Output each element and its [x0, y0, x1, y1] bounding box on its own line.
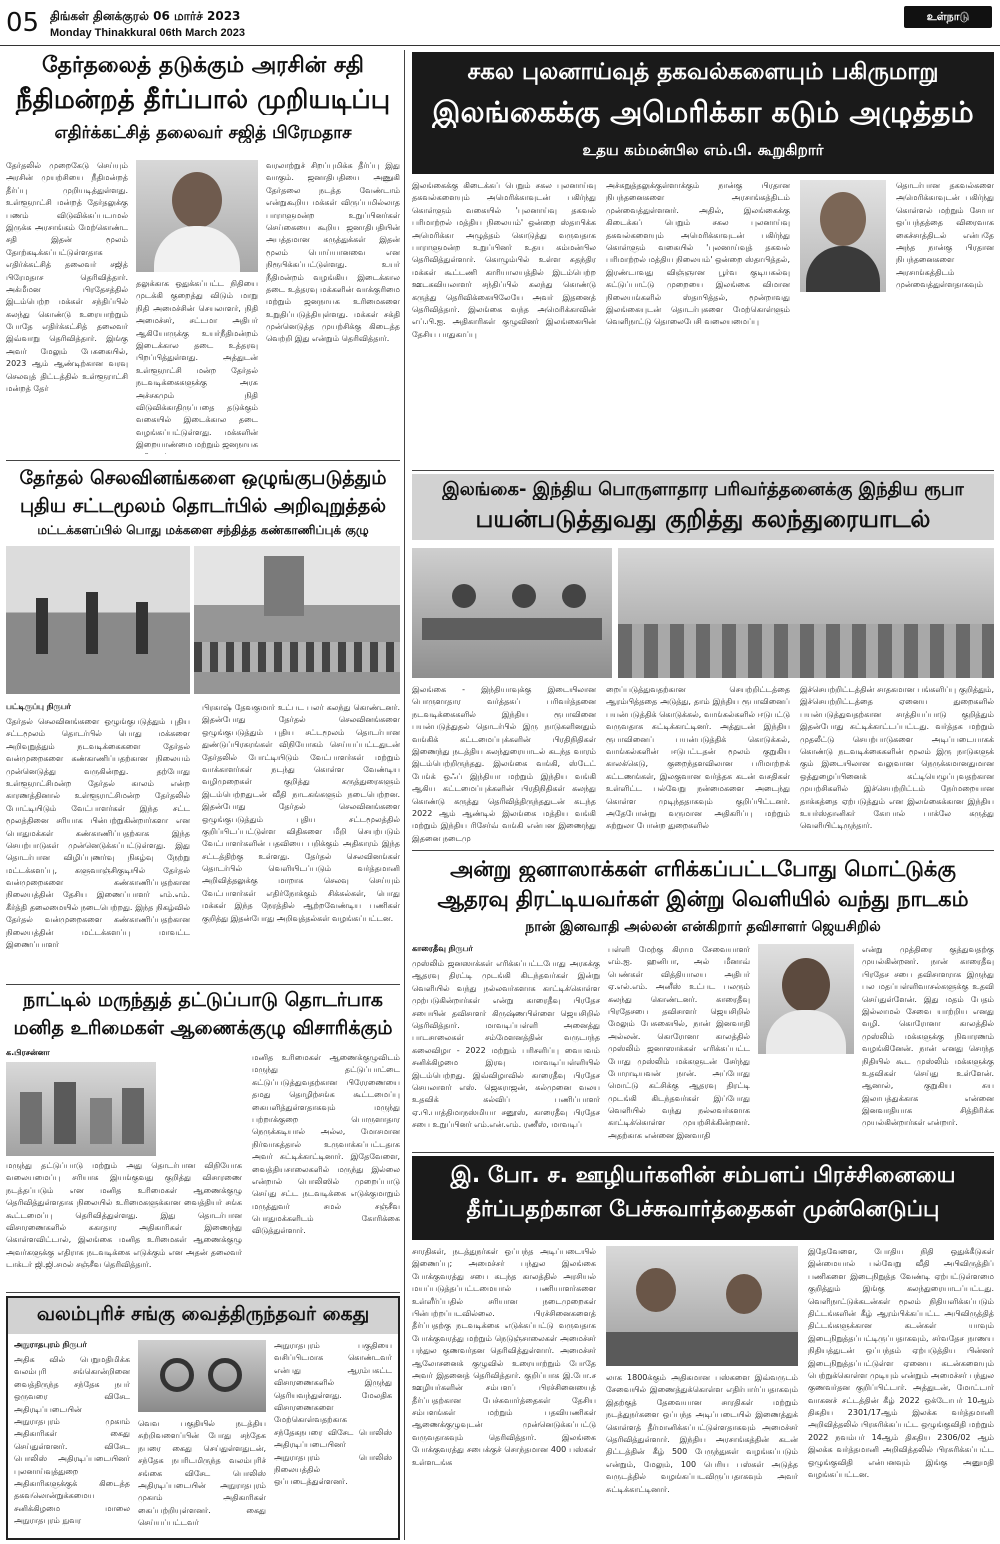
shirt-shape	[766, 1010, 846, 1054]
person-shape	[726, 1274, 762, 1314]
article-column: பிரகாஷ் தேவகுமார் உட்பட பலர் கலந்து கொண்டனர். இதன்போது தேர்தல் செலவினங்களை ஒழுங்குபடுத்தும் புதிய சட்டமூலம் தொடர்பான துண்டுப்பிரசுரங்கள் விநியோகம் செய்யப்பட்டதுடன் தேர்தலில் போட்டியிடும் வேட்பாளர்கள் மற்றும் வாக்காளர்கள் நடந்து கொள்ள வேண்டிய வழிமுறைகள் குறித்து கருத்துரைகளும் இடம்பெற்றதுடன் வீதி நாடகங்களும் நடைபெற்றன. இதன்போது தேர்தல் செலவினங்களை ஒழுங்குபடுத்தும் புதிய சட்டமூலத்தில் குறிப்பிடப்பட்டுள்ள விதிகளை மீறி செயற்படும் வேட்பாளர்களின் பதவியை பறிக்கும் அதிகாரம் இந்த சட்டத்திற்கு உள்ளது. தேர்தல் செலவினங்கள் தொடர்பில் வெளியிடப்படும் வர்த்தமானி அறிவித்தலுக்கு மாறாக செலவு செய்யும் வேட்பாளர்கள் எதிர்நோக்கும் சிக்கல்கள், பொது மக்கள் இந்த நேரத்தில் ஆற்றவேண்டிய பணிகள் குறித்து இதன்போது அறிவுத்தல்கள் வழங்கப்பட்டன.	[202, 703, 400, 923]
face-shape	[782, 958, 830, 1012]
column-divider	[404, 50, 405, 1540]
article-us-intelligence-pressure	[412, 52, 994, 466]
bottle-shape	[90, 1098, 112, 1144]
photo-medicine-bottles	[6, 1062, 156, 1156]
article-column: இதேவேளை, போதிய நிதி ஒதுக்கீடுகள் இன்மையால் பல்வேறு வீதி அபிவிருத்திப் பணிகளை இடைநிறுத்த வேண்டி ஏற்பட்டுள்ளமை குறித்தும் இங்கு கலந்துரையாடப்பட்டது. வெளிநாட்டுக்கடன்கள் மூலம் நிதியளிக்கப்படும் திட்டங்களின் கீழ் ஆரம்பிக்கப்பட்ட அபிவிருத்தித் திட்டங்களுக்கான கடன்கள் யாவும் இடைநிறுத்தப்பட்டிருப்பதாகவும், சர்வதேச நாணய நிதியத்துடன் ஒப்பந்தம் ஏற்படுத்திய பின்னர் இடைநிறுத்தப்பட்டுள்ள ஏனைய கடன்களையும் பெற்றுக்கொள்ள முடியும் என்றும் அமைச்சர் பந்துல குணவர்தன குறிப்பிட்டார். அத்துடன், மோட்டார் வாகனச் சட்டத்தின் கீழ் 2022 ஒக்டோபர் 10ஆம் திகதிய 2301/17ஆம் இலக்க வர்த்தமானி அறிவித்தலில் பிரசுரிக்கப்பட்ட ஒழுங்குவிதி மற்றும் 2022 நவம்பர் 14ஆம் திகதிய 2306/02 ஆம் இலக்க வர்த்தமானி அறிவித்தலில் பிரசுரிக்கப்பட்ட ஒழுங்குவிதி என்பனவும் இங்கு அனுமதி வழங்கப்பட்டன.	[808, 1247, 994, 1480]
person-shape	[86, 592, 98, 654]
article-conch-shell-arrest	[6, 1296, 400, 1540]
article-column: மருந்து தட்டுப்பாடு மற்றும் அது தொடர்பான விநியோக வலையமைப்பு சரியாக இயங்குவது குறித்து விசாரணை நடத்தப்படும் என மனித உரிமைகள் ஆணைக்குழு தெரிவித்துள்ளதாக நிலையில் உரிமைகளுக்கான வைத்தியர் சங்க கூட்டமைப்பு தெரிவித்துள்ளது. இது தொடர்பான விசாரணைகளில் சுகாதார அதிகாரிகள் இணைந்து கொள்ளவிட்டால், இலங்கை மனித உரிமைகள் ஆணைக்குழு அவர்களுக்கு எதிராக நடவடிக்கை எடுக்கும் என அதன் தலைவர் டாக்டர் ஜி.ஜி.சமல் சஞ்சீவ தெரிவித்தார்.	[6, 1161, 242, 1270]
table-shape	[606, 1332, 798, 1366]
headline-line2: மனித உரிமைகள் ஆணைக்குழு விசாரிக்கும்	[13, 1018, 393, 1039]
headline-line1: இ. போ. ச. ஊழியர்களின் சம்பளப் பிரச்சினையை	[450, 1164, 956, 1188]
article-column: தொடர்பான தகவல்களை அமெரிக்காவுடன் பகிர்ந்து கொள்ளல் மற்றும் சோபா ஒப்பந்தத்தை விரைவாக கைச்சாத்திடல் என்பதே அந்த நான்கு பிரதான நிபந்தனைகளை அரசாங்கத்திடம் முன்வைத்துள்ளதாகவும்	[896, 181, 994, 290]
sub-headline: மட்டக்களப்பில் பொது மக்களை சந்தித்த கண்காணிப்புக் குழு	[37, 524, 369, 537]
article-ctb-salary-talks	[412, 1156, 994, 1540]
person-shape	[512, 584, 536, 608]
headline: வலம்புரிச் சங்கு வைத்திருந்தவர் கைது	[36, 1304, 370, 1325]
divider	[412, 850, 994, 851]
headline-line2: புதிய சட்டமூலம் தொடர்பில் அறிவுறுத்தல்	[19, 496, 386, 517]
sub-headline: நான் இனவாதி அல்லன் என்கிறார் தவிசாளர் ஜெயசிறில்	[525, 920, 881, 935]
headline-line2: நீதிமன்றத் தீர்ப்பால் முறியடிப்பு	[15, 86, 391, 115]
article-column: தேர்தல் செலவினங்களை ஒழுங்குபடுத்தும் புதிய சட்டமூலம் தொடர்பில் பொது மக்களை அறிவுறுத்தும் நடவடிக்கைகளை தேர்தல் வன்முறைகளை கண்காணிப்பதற்கான நிலையம் முன்னெடுத்து வருகின்றது. தற்போது உள்ளூராட்சிமன்ற தேர்தல் காலம் என்ற காரணத்தினால் உள்ளூராட்சிமன்ற தேர்தலில் போட்டியிடும் வேட்பாளர்கள் இந்த சட்ட மூலத்தினை சரியாக பின்பற்றுகின்றார்களா என பொதுமக்கள் கண்காணிப்பதற்காக இந்த செயற்பாடுகள் முன்னெடுக்கப்பட்டுள்ளது. இது தொடர்பான விழிப்புணர்வு நிகழ்வு நேற்று மட்டக்களப்பு, களுவாஞ்சிகுடியில் தேர்தல் வன்முறைகளை கண்காணிப்பதற்கான நிலையத்தின் தேசிய இணைப்பாளர் எம்.எம். கீர்த்தி தலைமையில் நடைபெற்றது. இந்த நிகழ்வில் தேர்தல் வன்முறைகளை கண்காணிப்பதற்கான நிலையத்தின் மட்டக்களப்பு மாவட்ட இணைப்பாளர்	[6, 717, 190, 950]
article-column: லாக 1800க்கும் அதிகமான பஸ்களை இவ்வருடம் சேவையில் இணைத்துக்கொள்ள எதிர்பார்ப்பதாகவும் இதற்குத் தேவையான சாரதிகள் மற்றும் நடத்துநர்களை ஒப்பந்த அடிப்படையில் இணைத்துக் கொள்ளத் தீர்மானிக்கப்பட்டுள்ளதாகவும் அமைச்சர் தெரிவித்துள்ளார். இந்திய அரசாங்கத்தின் கடன் திட்டத்தின் கீழ் 500 பேருந்துகள் வழங்கப்படும் என்றும், மேலும், 100 பெரிய பஸ்கள் அடுத்த வருடத்தில் வழங்கப்படவிருப்பதாகவும் அவர் சுட்டிக்காட்டினார்.	[606, 1373, 798, 1494]
headline-line1: இலங்கை- இந்திய பொருளாதார பரிவர்த்தனைக்கு இந்திய ரூபா	[442, 480, 964, 500]
article-column: தேர்தலில் முறைகேடு செய்யும் அரசின் முயற்சியை நீதிமன்றத் தீர்ப்பு முறியடித்துள்ளது. உள்ளூராட்சி மன்றத் தேர்தலுக்கு பணம் விடுவிக்கப்படாமல் இருக்க அரசாங்கம் மேற்கொண்ட சதி இதன் மூலம் தோற்கடிக்கப்பட்டுள்ளதாக எதிர்க்கட்சித் தலைவர் சஜித் பிரேமதாச தெரிவித்தார். அக்மீமன பிரதேசத்தில் இடம்பெற்ற மக்கள் சந்திப்பில் கலந்து கொண்டு உரையாற்றும் போதே எதிர்க்கட்சித் தலைவர் இவ்வாறு தெரிவித்தார். இங்கு அவர் மேலும் பேசுகையில், 2023 ஆம் ஆண்டிற்கான வரவு செலவுத் திட்டத்தில் உள்ளூராட்சி மன்றத் தேர்	[6, 161, 128, 394]
headline-line2: ஆதரவு திரட்டியவர்கள் இன்று வெளியில் வந்து நாடகம்	[437, 888, 969, 911]
headline-line2: தீர்ப்பதற்கான பேச்சுவார்த்தைகள் முன்னெடுப்பு	[466, 1198, 940, 1222]
article-medicine-shortage	[6, 988, 400, 1288]
headline-line2: பயன்படுத்துவது குறித்து கலந்துரையாடல்	[475, 506, 931, 533]
article-column: என்று முத்திரை குத்துவதற்கு முயல்கின்றனர். நான் காரைதீவு பிரதேச சபை தவிசாளராக இருந்து பல மதப்பள்ளிவாசல்களுக்கு உதவி செய்துள்ளேன். இது மதம் பேதம் இல்லாமல் சேவை யாற்றிய எனது வழி. கொரோனா காலத்தில் முஸ்லிம் மக்களுக்கு நிவாரணம் வழங்கினேன். நான் எனது சொந்த நிதியில் கூட முஸ்லிம் மக்களுக்கு உதவிகள் செய்து உள்ளேன். ஆனால், குறுகிய சுய இலாபத்துக்காக என்னை இனவாதியாக சித்திரிக்க முயல்கின்றார்கள் என்றார்.	[862, 945, 994, 1128]
masthead	[0, 0, 1000, 46]
article-column: இலங்கை - இந்தியாவுக்கு இடையிலான பொருளாதார வர்த்தகப் பரிவர்த்தனை நடவடிக்கைகளில் இந்திய ரூபாவினை பயன்படுத்துதல் தொடர்பில் இரு நாடுகளினதும் வங்கிக் கட்டமைப்புக்களின் பிரதிநிதிகள் இணைந்து நடத்திய கலந்துரையாடல் கடந்த வாரம் இடம்பெற்றிருந்தது. இலங்கை வங்கி, ஸ்டேட் பேங்க் ஒஃப் இந்தியா மற்றும் இந்திய வங்கி ஆகிய கட்டமைப்புக்களின் பிரதிநிதிகள் கலந்து கொண்டு கருத்து தெரிவித்திருந்ததுடன் கடந்த 2022 ஆம் ஆண்டில் இலங்கை மத்திய வங்கி மற்றும் இந்திய ரிசேர்வ் வங்கி என்பன இணைந்து இதனை நடைமு	[412, 685, 596, 843]
shirt-shape	[806, 246, 880, 292]
article-column: தலுக்காக ஒதுக்கப்பட்ட நிதியை முடக்கி குறைத்து விடும் மாறு நிதி அமைச்சின் செயலாளர், நிதி அமைச்சர், சட்டமா அதிபர் ஆகியோருக்கு உயர்நீதிமன்றம் இடைக்கால தடை உத்தரவு பிறப்பித்துள்ளது. அத்துடன் உள்ளூராட்சி மன்ற தேர்தல் நடவடிக்கைகளுக்கு அரசு அச்சகமும் நிதி விடுவிக்காதிருப்பதை தடுக்கும் வகையில் இடைக்கால தடை வழங்கப்பட்டுள்ளது. மக்களின் இறையாண்மை மற்றும் ஜனநாயக	[136, 279, 258, 450]
person-shape	[36, 598, 48, 654]
bottle-shape	[54, 1082, 76, 1144]
photo-handcuffs	[138, 1340, 266, 1412]
article-column: அதிக வில் பெறுமதிமிக்க வலம்புரி சங்கொன்றினை வைத்திருந்த சந்தேக நபர் ஒருவரை விசேட அதிரடிப்படையின் அநுராதபுரம் முகாம் அதிகாரிகள் கைது செய்துள்ளனர். விசேட பொலிஸ் அதிரடிப்படையினர் புலனாய்வுத்துறை அதிகாரிகளுக்குக் கிடைத்த தகவலொன்றுக்கமைய சனிக்கிழமை மாலை அநுராதபுரம் நுவர	[14, 1355, 130, 1526]
byline: அநுராதபுரம் நிருபர்	[14, 1340, 87, 1349]
masthead-date-english: Monday Thinakkural 06th March 2023	[50, 27, 246, 39]
person-shape	[136, 602, 148, 654]
article-chairman-jeyasiril	[412, 854, 994, 1148]
table-shape	[422, 618, 602, 640]
photo-street-awareness	[6, 546, 190, 694]
section-tag: உள்நாடு	[904, 6, 992, 28]
article-column: முஸ்லிம் ஜனஸாக்கள் எரிக்கப்பட்டபோது அரசுக்கு ஆதரவு திரட்டி முடங்கி கிடந்தவர்கள் இன்று வெளியில் வந்து நல்லவர்களாக காட்டிக்கொள்ள முற்படுகின்றார்கள் என்று காரைதீவு பிரதேச சபையின் தவிசாளர் கிருஷ்ணபிள்ளை ஜெயசிறில் தெரிவித்தார். மாவடிப்பள்ளி அனைத்து பாடசாலைகள் சம்மேளனத்தின் வருடாந்த கலைவிழா - 2022 மற்றும் பரிசளிப்பு வைபவம் சனிக்கிழமை இரவு மாவடிப்பள்ளியில் இடம்பெற்றது. இவ்விழாவில் காரைதீவு பிரதேச செயலாளர் எஸ். ஜெகராஜன், கல்முனை வலய உதவிக் கல்விப் பணிப்பாளர் ஏ.பி.பாத்திமாநஸ்மியா சனூஸ், காரைதீவு பிரதேச சபை உறுப்பினர் எம்.என்.எம். ரணீஸ், மாவடிப்	[412, 959, 600, 1130]
article-election-expenditure-law	[6, 466, 400, 980]
page-number: 05	[6, 8, 40, 38]
divider	[6, 460, 400, 461]
photo-panel-discussion	[412, 548, 612, 678]
article-column: சாரதிகள், நடத்துநர்கள் ஒப்பந்த அடிப்படையில் இணைப்பு; அமைச்சர் பந்துல இலங்கை போக்குவரத்து சபை கடந்த காலத்தில் அரசியல் மயப்படுத்தப்பட்டமையால் பணியாளர்களை உள்ளீர்ப்பதில் சரியான நடைமுறைகள் பின்பற்றப்படவில்லை. பிரச்சினைகளைத் தீர்ப்பதற்கு நடவடிக்கை எடுக்கப்பட்டு வருவதாக போக்குவரத்து மற்றும் நெடுஞ்சாலைகள் அமைச்சர் பந்துல குணவர்தன தெரிவித்துள்ளார். அமைச்சர் ஆலோசனைக் குழுவில் உரையாற்றும் போதே அவர் இதனைத் தெரிவித்தார். குறிப்பாக இ.போ.ச ஊழியர்களின் சம்பளப் பிரச்சினையைத் தீர்ப்பதற்கான பேச்சுவார்த்தைகள் தேசிய சம்பளங்கள் மற்றும் பதவியணிகள் ஆணைக்குழுவுடன் முன்னெடுக்கப்பட்டு வருவதாகவும் தெரிவித்தார். இலங்கை போக்குவரத்து சபைக்குச் சொந்தமான 400 பஸ்கள் உள்ளடங்க	[412, 1247, 596, 1467]
article-column: அநுராதபுரம் பகுதியை வசிப்பிடமாக கொண்டவர் என்பது ஆரம்பகட்ட விசாரணைகளில் இருந்து தெரியவந்துள்ளது. மேலதிக விசாரணைகளை மேற்கொள்வதற்காக சந்தேகநபரை விசேட பொலிஸ் அதிரடிப்படையினர் அநுராதபுரம் பொலிஸ் நிலையத்தில் ஒப்படைத்துள்ளனர்.	[274, 1341, 392, 1487]
byline: க.பிரசன்னா	[6, 1048, 50, 1057]
article-column: வெவ பகுதியில் நடத்திய சுற்றிவளைப்பின் போது சந்தேக நபரை கைது செய்துள்ளதுடன், சந்தேக நபரிடமிருந்த வலம்புரிச் சங்கை விசேட பொலிஸ் அதிரடிப்படையின் அநுராதபுரம் முகாம் அதிகாரிகள் கைப்பற்றியுள்ளனர். கைது செய்யப்பட்டவர்	[138, 1419, 266, 1528]
bottle-shape	[122, 1088, 144, 1144]
face-shape	[172, 172, 222, 228]
byline: காரைதீவு நிருபர்	[412, 944, 473, 953]
shirt-shape	[154, 226, 240, 272]
divider	[6, 1292, 400, 1293]
headline-line1: தேர்தலைத் தடுக்கும் அரசின் சதி	[42, 54, 364, 78]
photo-audience	[618, 548, 994, 678]
article-column: பள்ளி மேற்கு கிராம சேவையாளர் எம்.ஐ. ஹனிபா, அல் மீனாவ் பெண்கள் வித்தியாலய அதிபர் ஏ.எல்.எம். அனீஸ் உட்பட பலரும் கலந்து கொண்டனர். காரைதீவு பிரதேசபை தவிசாளர் ஜெயசிறில் மேலும் பேசுகையில், நான் இனவாதி அல்லன். கொரோனா காலத்தில் முஸ்லிம் ஜனாஸாக்கள் எரிக்கப்பட்ட போது முஸ்லிம் மக்களுடன் சேர்ந்து போராடியவன் நான். அப்போது மொட்டு கட்சிக்கு ஆதரவு திரட்டி முடங்கி கிடந்தவர்கள் இப்போது வெளியில் வந்து நல்லவர்களாக காட்டிக்கொள்ள முயற்சிக்கின்றனர். அதற்காக என்னை இனவாதி	[608, 945, 750, 1140]
face-shape	[820, 192, 866, 246]
handcuff-ring-shape	[208, 1358, 242, 1392]
headline-line1: தேர்தல் செலவினங்களை ஒழுங்குபடுத்தும்	[19, 468, 387, 489]
masthead-date-tamil: திங்கள் தினக்குரல் 06 மார்ச் 2023	[50, 9, 241, 23]
bottle-shape	[20, 1092, 42, 1144]
article-column: வரலாற்றுச் சிறப்புமிக்க தீர்ப்பு இது வாகும். ஜனாதிபதியை அணுகி தேர்தலை நடத்த வேண்டாம் என்றுகூறிய மக்கள் விருப்பமில்லாத பாராளுமன்ற உறுப்பினர்கள் செய்கையை கூறிய ஜனாதிபதியின் அபத்தமான கருத்துக்கள் இதன் மூலம் பொய்யானவை என நிரூபிக்கப்பட்டுள்ளது. உயர் நீதிமன்றம் வழங்கிய இடைக்கால தடை உத்தரவு மக்களின் வாக்குரிமை மற்றும் ஜனநாயக உரிமைகளை உறுதிப்படுத்தியுள்ளது. மக்கள் சக்தி முன்னெடுத்த முயற்சிக்கு கிடைத்த வெற்றி இது என்றும் தெரிவித்தார்.	[266, 161, 400, 344]
article-column: இச்செயற்றிட்டத்தின் சாதகமான பங்களிப்பு குறித்தும், இச்செயற்றிட்டத்தை ஏனைய துறைகளில் பயன்படுத்துவதற்கான சாத்தியப்பாடு குறித்தும் இதன்போது சுட்டிக்காட்டப்பட்டது. வர்த்தக மற்றும் முதலீட்டு செயற்பாடுகளை அடிப்படையாகக் கொண்டு நடவடிக்கைகளின் மூலம் இரு நாடுகளுக் கும் இடையிலான வலுவான நெருக்கமானதுமான ஒத்துழைப்பினைக் கட்டியெழுப்புவதற்கான முயற்சிகளில் இச்செயற்றிட்டம் நேர்மறையான தாக்கத்தை ஏற்படுத்தும் என இலங்கைக்கான இந்திய உயர்ஸ்தானிகர் கோபால் பாக்லே கருத்து வெளியிட்டிருந்தார்.	[800, 685, 994, 831]
headline-line1: அன்று ஜனாஸாக்கள் எரிக்கப்பட்டபோது மொட்டுக்கு	[450, 858, 956, 881]
headline-line1: நாட்டில் மருந்துத் தட்டுப்பாடு தொடர்பாக	[23, 990, 383, 1011]
audience-shape	[618, 624, 994, 678]
divider	[6, 984, 400, 985]
headline-line2: இலங்கைக்கு அமெரிக்கா கடும் அழுத்தம்	[432, 96, 974, 129]
sub-headline: உதய கம்மன்பில எம்.பி. கூறுகிறார்	[582, 142, 824, 159]
divider	[412, 1152, 994, 1153]
building-shape	[264, 556, 304, 616]
byline: பட்டிருப்பு நிருபர்	[6, 702, 71, 711]
headline-line1: சகல புலனாய்வுத் தகவல்களையும் பகிருமாறு	[467, 60, 939, 85]
sub-headline: எதிர்க்கட்சித் தலைவர் சஜித் பிரேமதாச	[54, 124, 352, 143]
person-shape	[636, 1268, 676, 1312]
photo-street-crowd	[194, 546, 400, 694]
person-shape	[562, 584, 586, 608]
portrait-photo	[800, 180, 886, 292]
portrait-photo	[758, 944, 854, 1054]
divider	[412, 470, 994, 471]
handcuff-ring-shape	[160, 1358, 194, 1392]
article-election-court-ruling	[6, 52, 400, 454]
article-column: மனித உரிமைகள் ஆணைக்குழுவிடம் மருந்து தட்டுப்பாட்டை கட்டுப்படுத்துவதற்கான பிரேரணையை தமது தொழிற்சங்க கூட்டமைப்பு கையளித்துள்ளதாகவும் மருந்து பற்றாக்குறை பொருளாதார நெருக்கடியால் அல்ல, மோசமான நிர்வாகத்தால் உருவாக்கப்பட்டதாக அவர் சுட்டிக்காட்டினார். இதேவேளை, வைத்தியசாலைகளில் மருந்து இல்லை என்றால் பொலிஸில் முறைப்பாடு செய்து சட்ட நடவடிக்கை எடுக்குமாறும் மருத்துவர் சமல் சஞ்சீவ பொதுமக்களிடம் கோரிக்கை விடுத்துள்ளார்.	[252, 1053, 400, 1236]
crowd-shape	[194, 642, 400, 672]
article-column: றைப்படுத்துவதற்கான செயற்றிட்டத்தை ஆரம்பித்ததை அடுத்து, தாம் இந்திய ரூபாவினைப் பயன்படுத்திக் கொடுக்கல், வாங்கல்களில் ஈடுபட்டு வருவதாக சுட்டிக்காட்டினர். அத்துடன் இந்திய ரூபாவினைப் பயன்படுத்திக் கொடுக்கல், வாங்கல்களின் ஈடுபட்டதன் மூலம் குறுகிய காலக்கெடு, குறைந்தளவிலான பரிமாற்றக் கட்டணங்கள், இலகுவான வர்த்தக கடன் வசதிகள் உள்ளிட்ட பல்வேறு நன்மைகளை அடைந்து கொள்ள முடிந்ததாகவும் குறிப்பிட்டனர். அதேபோன்று வருமான அதிகரிப்பு மற்றும் சுற்றுலா போன்ற துறைகளில்	[606, 685, 790, 831]
article-column: அச்சுறுத்தலுக்குள்ளாக்கும் நான்கு பிரதான நிபந்தனைகளை அரசாங்கத்திடம் முன்வைத்துள்ளனர். அதில், இலங்கைக்கு கிடைக்கப் பெறும் சகல புலனாய்வு தகவல்களையும் அமெரிக்காவுடன் பகிர்ந்து கொள்ளும் வகையில் 'புலனாய்வுத் தகவல் பரிமாற்றல் மத்திய நிலையம்' ஒன்றை ஸ்தாபித்தல், இரண்டாவது விஞ்ஞான பூர்வ குடியகல்வு கட்டுப்பாட்டு முறையை இலங்கை விமான நிலையங்களில் ஸ்தாபித்தல், மூன்றாவது இலங்கையுடன் தொடர்புகளை மேற்கொள்ளும் வெளிநாட்டு தொலைபேசி வலையமைப்பு	[606, 181, 790, 327]
portrait-photo	[136, 160, 258, 272]
article-india-rupee-discussion	[412, 474, 994, 846]
photo-minister-meeting	[606, 1246, 798, 1366]
article-column: இலங்கைக்கு கிடைக்கப் பெறும் சகல புலனாய்வு தகவல்களையும் அமெரிக்காவுடன் பகிர்ந்து கொள்ளும் வகையில் 'புலனாய்வு தகவல் பரிமாற்றல் மத்திய நிலையம்' ஒன்றை ஸ்தாபிக்க அமெரிக்கா அழுத்தம் கொடுத்து வருவதாக பாராளுமன்ற உறுப்பினர் உதய கம்மன்பில தெரிவித்துள்ளார். கொழும்பில் உள்ள சுதந்திர மக்கள் கூட்டணி காரியாலயத்தில் இடம்பெற்ற ஊடகவியலாளர் சந்திப்பில் கலந்து கொண்டு கருத்து தெரிவிக்கையிலேயே அவர் இதனைத் தெரிவித்தார். இலங்கை வந்த அமெரிக்காவின் எப்.பி.ஐ. அதிகாரிகள் குழுவினர் இலங்கையின் தேசிய பாதுகாப்பு	[412, 181, 596, 339]
person-shape	[452, 584, 476, 608]
